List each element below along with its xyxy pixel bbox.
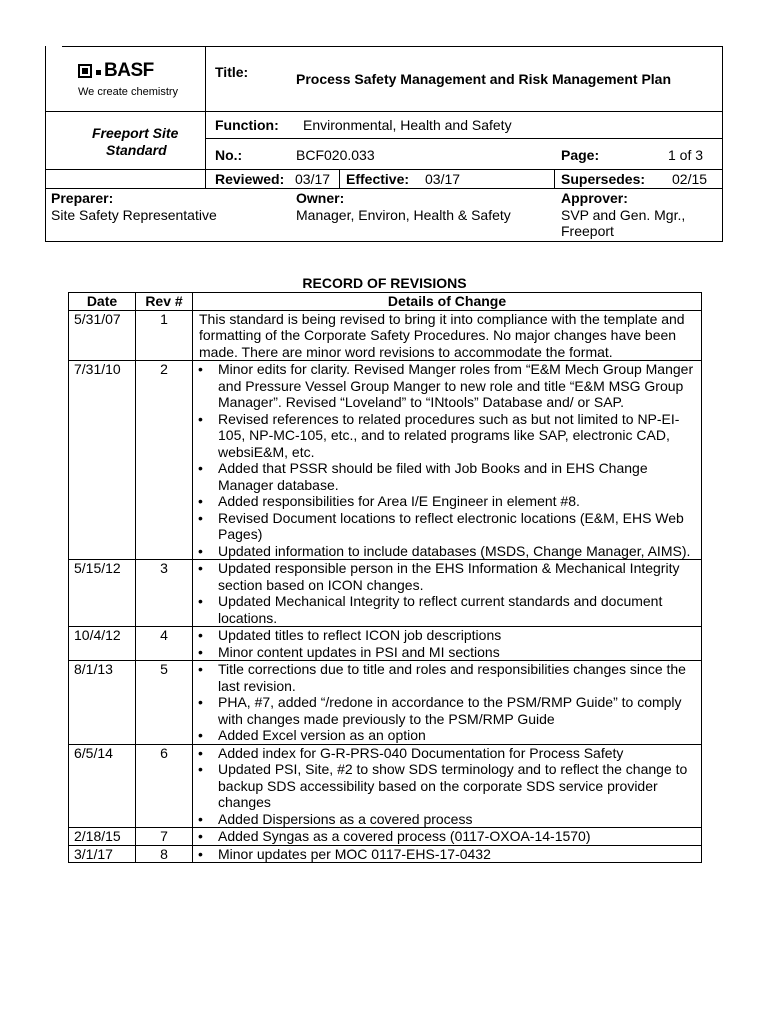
- supersedes-value: 02/15: [672, 171, 708, 187]
- revision-number: 2: [136, 361, 193, 560]
- site-standard-line2: Standard: [106, 142, 167, 158]
- list-item: • Updated Mechanical Integrity to reflect current standards and document locations.: [193, 593, 701, 626]
- revision-details: [193, 661, 702, 745]
- basf-logo-text: BASF: [104, 60, 154, 81]
- list-item: • Added Syngas as a covered process (0117-OXOA-14-1570): [193, 828, 701, 845]
- list-item: • Added responsibilities for Area I/E Engineer in element #8.: [193, 493, 701, 510]
- revision-date: 8/1/13: [69, 661, 136, 745]
- site-standard-line1: Freeport Site: [92, 125, 179, 141]
- effective-label: Effective:: [346, 171, 410, 187]
- table-row: [69, 744, 702, 828]
- revision-details: [193, 560, 702, 627]
- owner-value: Manager, Environ, Health & Safety: [296, 207, 511, 223]
- revision-details: [193, 627, 702, 661]
- basf-logo-dot-icon: [96, 70, 101, 75]
- basf-logo-tagline: We create chemistry: [78, 86, 179, 98]
- list-item: • PHA, #7, added “/redone in accordance to the PSM/RMP Guide” to comply with changes made previously to the PSM/RMP Guide: [193, 694, 701, 727]
- revision-number: 4: [136, 627, 193, 661]
- revision-number: 5: [136, 661, 193, 745]
- table-row: [69, 845, 702, 863]
- revision-date: 5/15/12: [69, 560, 136, 627]
- revision-date: 5/31/07: [69, 310, 136, 361]
- function-label: Function:: [215, 117, 279, 133]
- revision-change-list: [193, 661, 701, 744]
- header-divider-vertical: [205, 46, 206, 188]
- table-row: [69, 310, 702, 361]
- approver-value-line2: Freeport: [561, 223, 614, 239]
- reviewed-divider: [339, 169, 340, 189]
- preparer-label: Preparer:: [51, 190, 114, 206]
- function-value: Environmental, Health and Safety: [303, 117, 512, 133]
- list-item: • Revised references to related procedures such as but not limited to NP-EI-105, NP-MC-105, etc., and to related programs like SAP, electronic CAD, websiE&M, etc.: [193, 411, 701, 461]
- header-left-border: [45, 46, 46, 242]
- column-header-rev: Rev #: [136, 293, 193, 311]
- list-item: • Updated PSI, Site, #2 to show SDS terminology and to reflect the change to backup SDS accessibility based on the corporate SDS service provider changes: [193, 761, 701, 811]
- list-item: • Updated information to include databases (MSDS, Change Manager, AIMS).: [193, 543, 701, 560]
- list-item: • Updated titles to reflect ICON job descriptions: [193, 627, 701, 644]
- header-top-border: [62, 46, 723, 47]
- table-row: [69, 661, 702, 745]
- revision-number: 7: [136, 828, 193, 846]
- document-title: Process Safety Management and Risk Management Plan: [296, 71, 672, 87]
- owner-label: Owner:: [296, 190, 345, 206]
- revision-number: 1: [136, 310, 193, 361]
- table-row: [69, 627, 702, 661]
- basf-logo-square-icon: [78, 64, 92, 78]
- approver-value-line1: SVP and Gen. Mgr.,: [561, 207, 686, 223]
- revision-change-list: [193, 627, 701, 660]
- table-row: [69, 560, 702, 627]
- revision-details: [193, 361, 702, 560]
- column-header-details: Details of Change: [193, 293, 702, 311]
- revision-details: [193, 828, 702, 846]
- header-right-border: [722, 46, 723, 242]
- column-header-date: Date: [69, 293, 136, 311]
- reviewed-value: 03/17: [295, 171, 331, 187]
- revision-date: 2/18/15: [69, 828, 136, 846]
- revision-details: [193, 744, 702, 828]
- revisions-header-row: [69, 293, 702, 311]
- doc-number-value: BCF020.033: [296, 147, 375, 163]
- list-item: • Revised Document locations to reflect electronic locations (E&M, EHS Web Pages): [193, 510, 701, 543]
- list-item: • Added that PSSR should be filed with Job Books and in EHS Change Manager database.: [193, 460, 701, 493]
- table-row: [69, 361, 702, 560]
- revision-date: 3/1/17: [69, 845, 136, 863]
- header-divider-no: [45, 169, 723, 170]
- revision-date: 7/31/10: [69, 361, 136, 560]
- header-divider-reviewed: [45, 188, 723, 189]
- revision-change-list: [193, 828, 701, 845]
- revisions-body: [69, 310, 702, 863]
- revision-number: 8: [136, 845, 193, 863]
- revision-date: 10/4/12: [69, 627, 136, 661]
- list-item: • Minor content updates in PSI and MI sections: [193, 644, 701, 661]
- revision-details: [193, 845, 702, 863]
- effective-divider: [554, 169, 555, 189]
- revision-number: 3: [136, 560, 193, 627]
- table-row: [69, 828, 702, 846]
- header-divider-function: [205, 138, 723, 139]
- revision-details: This standard is being revised to bring it into compliance with the template and formatting of the Corporate Safety Procedures. No major changes have been made. There are minor word revisions to accommodate the format.: [193, 310, 702, 361]
- list-item: • Updated responsible person in the EHS Information & Mechanical Integrity section based on ICON changes.: [193, 560, 701, 593]
- list-item: • Added Dispersions as a covered process: [193, 811, 701, 828]
- revision-date: 6/5/14: [69, 744, 136, 828]
- list-item: • Minor edits for clarity. Revised Manger roles from “E&M Mech Group Manger and Pressure Vessel Group Manger to new role and title “E&M MSG Group Manager”. Revised “Loveland” to “INtools” Database and/ or SAP.: [193, 361, 701, 411]
- title-label: Title:: [215, 64, 249, 80]
- list-item: • Added index for G-R-PRS-040 Documentation for Process Safety: [193, 745, 701, 762]
- list-item: • Added Excel version as an option: [193, 727, 701, 744]
- page-value: 1 of 3: [668, 147, 704, 163]
- revisions-caption: RECORD OF REVISIONS: [302, 275, 467, 291]
- effective-value: 03/17: [425, 171, 461, 187]
- header-divider-title: [45, 111, 723, 112]
- revision-change-list: [193, 846, 701, 863]
- list-item: • Minor updates per MOC 0117-EHS-17-0432: [193, 846, 701, 863]
- list-item: • Title corrections due to title and roles and responsibilities changes since the last revision.: [193, 661, 701, 694]
- revision-change-list: [193, 560, 701, 626]
- page-label: Page:: [561, 147, 600, 163]
- preparer-value: Site Safety Representative: [51, 207, 217, 223]
- revisions-table: [68, 292, 702, 863]
- revision-change-list: [193, 361, 701, 559]
- supersedes-label: Supersedes:: [561, 171, 646, 187]
- revision-change-list: [193, 745, 701, 828]
- revision-number: 6: [136, 744, 193, 828]
- reviewed-label: Reviewed:: [215, 171, 285, 187]
- doc-number-label: No.:: [215, 147, 243, 163]
- approver-label: Approver:: [561, 190, 628, 206]
- header-bottom-border: [45, 241, 723, 242]
